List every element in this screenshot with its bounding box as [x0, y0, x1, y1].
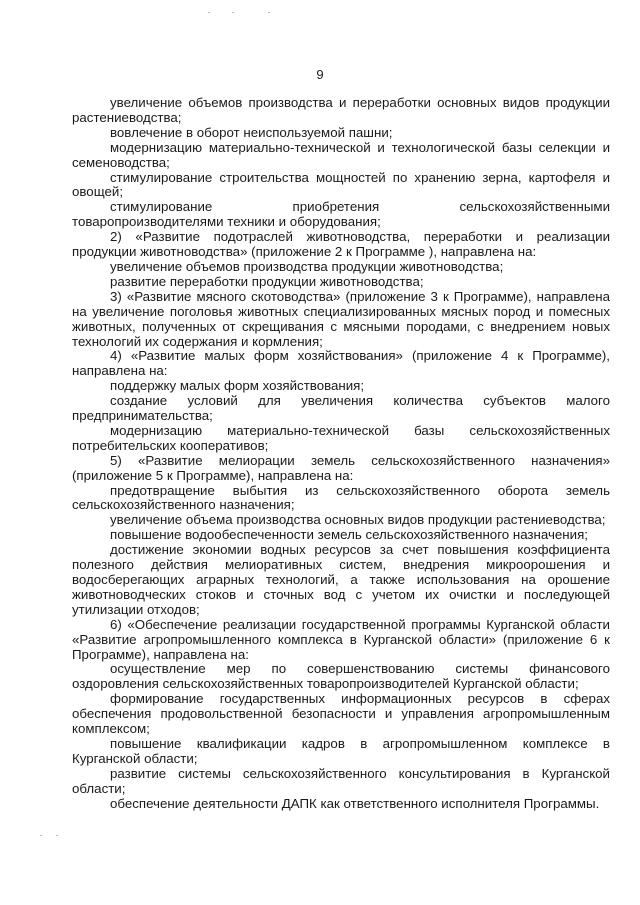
paragraph: формирование государственных информационных ресурсов в сферах обеспечения продовольственной безопасности и управления агропромышленным комплексом; [72, 691, 610, 737]
scan-artifact [208, 12, 210, 13]
paragraph: создание условий для увеличения количества субъектов малого предпринимательства; [72, 393, 610, 424]
paragraph: стимулирование строительства мощностей по хранению зерна, картофеля и овощей; [72, 169, 610, 200]
scan-artifact [232, 12, 234, 13]
scan-artifact [40, 835, 42, 836]
paragraph: повышение водообеспеченности земель сельскохозяйственного назначения; [110, 527, 588, 543]
paragraph: развитие системы сельскохозяйственного консультирования в Курганской области; [72, 765, 610, 796]
paragraph: увеличение объемов производства продукции животноводства; [110, 258, 504, 274]
paragraph: 2) «Развитие подотраслей животноводства, переработки и реализации продукции животноводства» (приложение 2 к Программе ), направлена на: [72, 229, 610, 260]
paragraph: увеличение объема производства основных видов продукции растениеводства; [110, 512, 606, 528]
paragraph: повышение квалификации кадров в агропромышленном комплексе в Курганской области; [72, 735, 610, 766]
page-number: 9 [316, 67, 324, 82]
paragraph: 3) «Развитие мясного скотоводства» (приложение 3 к Программе), направлена на увеличение поголовья животных специализированных мясных пород и помесных животных, полученных от скрещивания с мясными породами, с внедрением новых технологий их содержания и кормления; [72, 288, 610, 349]
paragraph: осуществление мер по совершенствованию системы финансового оздоровления сельскохозяйственных товаропроизводителей Курганской области; [72, 661, 610, 692]
paragraph: обеспечение деятельности ДАПК как ответственного исполнителя Программы. [110, 795, 600, 811]
paragraph: модернизацию материально-технической базы сельскохозяйственных потребительских кооперативов; [72, 422, 610, 453]
paragraph: 6) «Обеспечение реализации государственной программы Курганской области «Развитие агропромышленного комплекса в Курганской области» (приложение 6 к Программе), направлена на: [72, 616, 610, 662]
paragraph: увеличение объемов производства и переработки основных видов продукции растениеводства; [72, 95, 610, 125]
scan-artifact [56, 835, 58, 836]
paragraph: 5) «Развитие мелиорации земель сельскохозяйственного назначения» (приложение 5 к Программе), направлена на: [72, 452, 610, 483]
document-body [72, 96, 610, 812]
paragraph: стимулирование приобретения сельскохозяйственными товаропроизводителями техники и оборудования; [72, 199, 610, 230]
paragraph: достижение экономии водных ресурсов за счет повышения коэффициента полезного действия мелиоративных систем, внедрения микроорошения и водосберегающих аграрных технологий, а также использования на орошение животноводческих стоков и сточных вод с учетом их очистки и последующей утилизации отходов; [72, 542, 610, 617]
paragraph: вовлечение в оборот неиспользуемой пашни; [110, 124, 393, 140]
paragraph: развитие переработки продукции животноводства; [110, 273, 424, 289]
paragraph: 4) «Развитие малых форм хозяйствования» (приложение 4 к Программе), направлена на: [72, 348, 610, 379]
paragraph: поддержку малых форм хозяйствования; [110, 378, 365, 394]
paragraph: предотвращение выбытия из сельскохозяйственного оборота земель сельскохозяйственного назначения; [72, 482, 610, 513]
scan-artifact [268, 12, 270, 13]
paragraph: модернизацию материально-технической и технологической базы селекции и семеноводства; [72, 139, 610, 170]
